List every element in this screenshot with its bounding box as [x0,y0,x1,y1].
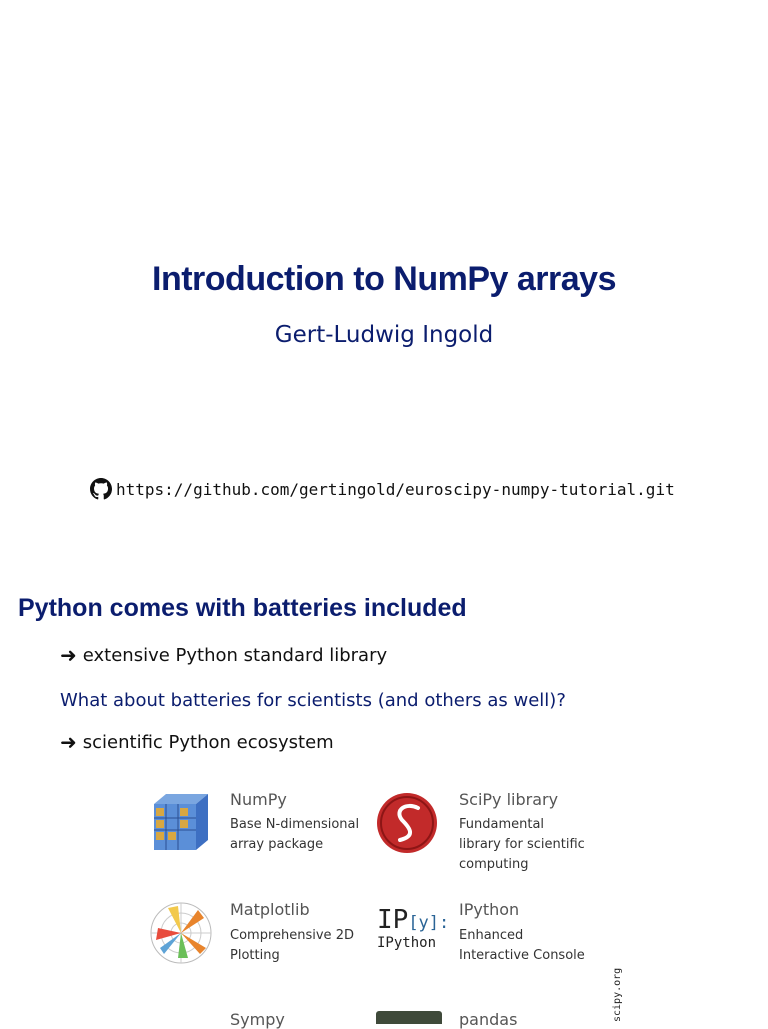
desc-line: Fundamental [459,817,545,832]
desc-line: Enhanced [459,928,524,943]
desc-line: array package [230,837,324,852]
desc-line: computing [459,857,529,872]
section-heading: Python comes with batteries included [18,594,467,622]
bullet-text: scientific Python ecosystem [82,731,334,753]
pkg-name-sympy: Sympy [230,1010,285,1029]
arrow-icon: ➜ [60,730,77,754]
ipython-logo-icon [377,906,449,951]
ipython-logo-text: IPython [377,935,437,951]
pkg-desc-scipy [459,815,585,875]
repo-row [90,478,675,500]
page-title: Introduction to NumPy arrays [152,260,616,298]
arrow-icon: ➜ [60,643,77,667]
pkg-desc-numpy [230,815,359,855]
bullet-text: extensive Python standard library [82,644,388,666]
desc-line: Plotting [230,948,280,963]
ipython-logo-bracket: [y]: [408,913,450,933]
bullet-standard-library [60,643,387,667]
pkg-desc-matplotlib [230,926,354,966]
pkg-name-ipython: IPython [459,900,520,919]
desc-line: Base N-dimensional [230,817,360,832]
pkg-name-numpy: NumPy [230,790,287,809]
github-icon [90,478,112,500]
matplotlib-polar-icon [148,900,214,966]
author-name: Gert-Ludwig Ingold [274,322,494,348]
pkg-name-pandas: pandas [459,1010,518,1029]
question-text: What about batteries for scientists (and others as well)? [60,690,566,711]
desc-line: Comprehensive 2D [230,928,354,943]
repo-link[interactable]: https://github.com/gertingold/euroscipy-numpy-tutorial.git [116,479,675,499]
ipython-logo-ip: IP [377,905,409,935]
desc-line: Interactive Console [459,948,585,963]
pkg-name-matplotlib: Matplotlib [230,900,310,919]
numpy-cube-icon [148,790,212,854]
pkg-name-scipy: SciPy library [459,790,559,809]
source-note: scipy.org [612,967,623,1022]
pandas-logo-icon [376,1011,442,1024]
scipy-logo-icon [376,792,438,854]
bullet-ecosystem [60,730,334,754]
pkg-desc-ipython [459,926,585,966]
desc-line: library for scientific [459,837,585,852]
